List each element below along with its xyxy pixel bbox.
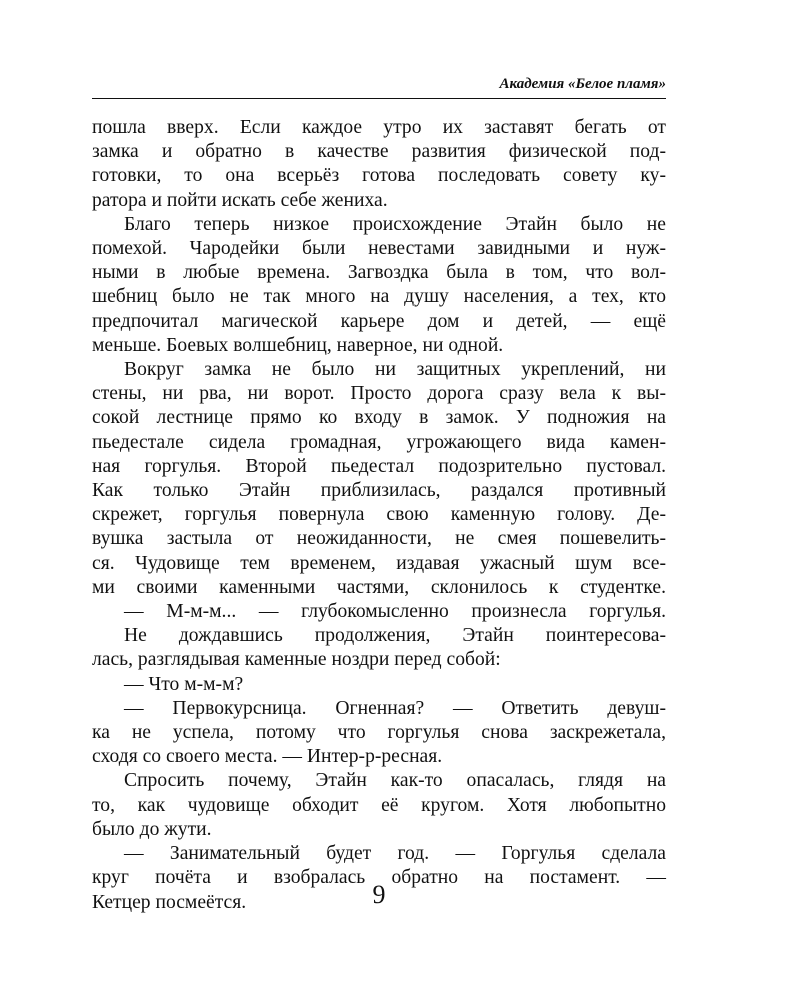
page-number: 9	[372, 880, 386, 909]
text-line: ными в любые времена. Загвоздка была в том, что вол-	[92, 262, 666, 284]
text-line: пьедестале сидела громадная, угрожающего вида камен-	[92, 431, 666, 453]
text-line: помехой. Чародейки были невестами завидными и нуж-	[92, 238, 666, 260]
body-text	[92, 116, 666, 915]
text-line: ная горгулья. Второй пьедестал подозрительно пустовал.	[92, 455, 666, 477]
text-line: предпочитал магической карьере дом и детей, — ещё	[92, 310, 666, 332]
text-line: — М-м-м... — глубокомысленно произнесла горгулья.	[124, 601, 666, 623]
text-line: Кетцер посмеётся.	[92, 891, 247, 913]
text-line: было до жути.	[92, 818, 212, 840]
text-line: шебниц было не так много на душу населения, а тех, кто	[92, 286, 666, 308]
text-line: скрежет, горгулья повернула свою каменную голову. Де-	[92, 504, 666, 526]
text-line: готовки, то она всерьёз готова последовать совету ку-	[92, 165, 666, 187]
text-line: вушка застыла от неожиданности, не смея пошевелить-	[92, 528, 666, 550]
text-line: ка не успела, потому что горгулья снова заскрежетала,	[92, 722, 666, 744]
text-line: сокой лестнице прямо ко входу в замок. У подножия на	[92, 407, 666, 429]
text-line: Вокруг замка не было ни защитных укреплений, ни	[124, 359, 666, 381]
text-line: ратора и пойти искать себе жениха.	[92, 189, 388, 211]
text-line: ся. Чудовище тем временем, издавая ужасный шум все-	[92, 552, 666, 574]
text-line: Благо теперь низкое происхождение Этайн было не	[124, 213, 666, 235]
text-line: Спросить почему, Этайн как-то опасалась, глядя на	[124, 770, 666, 792]
running-head: Академия «Белое пламя»	[499, 76, 666, 92]
text-line: Не дождавшись продолжения, Этайн поинтересова-	[124, 625, 666, 647]
header-rule	[92, 98, 666, 99]
text-line: то, как чудовище обходит её кругом. Хотя любопытно	[92, 794, 666, 816]
text-line: сходя со своего места. — Интер-р-ресная.	[92, 746, 443, 768]
text-line: — Первокурсница. Огненная? — Ответить девуш-	[124, 697, 666, 719]
text-line: ми своими каменными частями, склонилось к студентке.	[92, 576, 666, 598]
text-line: — Что м-м-м?	[124, 673, 244, 695]
text-line: стены, ни рва, ни ворот. Просто дорога сразу вела к вы-	[92, 383, 666, 405]
text-line: замка и обратно в качестве развития физической под-	[92, 141, 666, 163]
text-line: Как только Этайн приблизилась, раздался противный	[92, 480, 666, 502]
text-line: круг почёта и взобралась обратно на постамент. —	[92, 867, 666, 889]
text-line: — Занимательный будет год. — Горгулья сделала	[124, 843, 666, 865]
text-line: лась, разглядывая каменные ноздри перед собой:	[92, 649, 501, 671]
text-line: меньше. Боевых волшебниц, наверное, ни одной.	[92, 334, 504, 356]
text-line: пошла вверх. Если каждое утро их заставят бегать от	[92, 117, 666, 138]
